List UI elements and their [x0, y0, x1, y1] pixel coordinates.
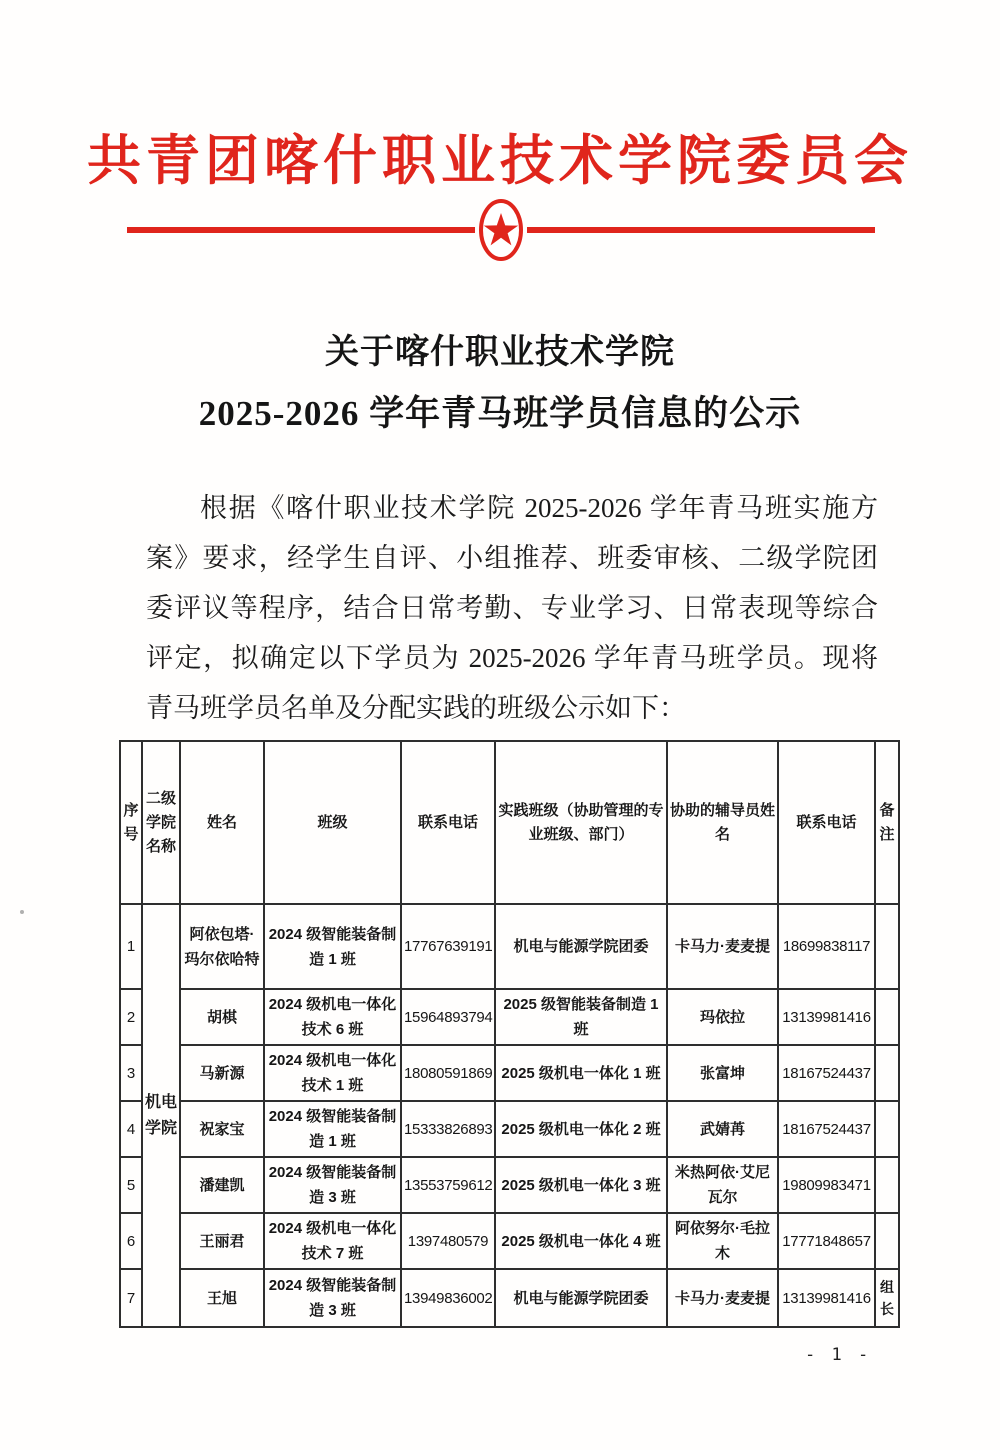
- body-line: 评定，拟确定以下学员为 2025-2026 学年青马班学员。现将: [146, 643, 878, 673]
- cell-counselor-phone: 17771848657: [778, 1213, 875, 1269]
- cell-serial: 6: [120, 1213, 142, 1269]
- body-line: 案》要求，经学生自评、小组推荐、班委审核、二级学院团: [146, 543, 878, 573]
- cell-phone: 1397480579: [401, 1213, 495, 1269]
- table-row: [120, 1269, 899, 1327]
- cell-practice-class: 机电与能源学院团委: [495, 1269, 667, 1327]
- cell-class: 2024 级智能装备制造 3 班: [264, 1157, 401, 1213]
- col-header-counselor-phone: 联系电话: [778, 741, 875, 904]
- cell-name: 马新源: [180, 1045, 264, 1101]
- body-line: 青马班学员名单及分配实践的班级公示如下：: [146, 693, 686, 723]
- col-header-serial: 序号: [120, 741, 142, 904]
- body-line: 根据《喀什职业技术学院 2025-2026 学年青马班实施方: [200, 493, 878, 523]
- cell-serial: 2: [120, 989, 142, 1045]
- cell-counselor-name: 张富坤: [667, 1045, 778, 1101]
- cell-note: [875, 1045, 899, 1101]
- star-emblem-icon: [478, 198, 524, 262]
- col-header-phone: 联系电话: [401, 741, 495, 904]
- cell-serial: 1: [120, 904, 142, 989]
- body-line: 委评议等程序，结合日常考勤、专业学习、日常表现等综合: [146, 593, 878, 623]
- cell-note: 组长: [875, 1269, 899, 1327]
- col-header-name: 姓名: [180, 741, 264, 904]
- cell-counselor-name: 米热阿依·艾尼瓦尔: [667, 1157, 778, 1213]
- cell-practice-class: 2025 级智能装备制造 1 班: [495, 989, 667, 1045]
- cell-name: 胡棋: [180, 989, 264, 1045]
- cell-note: [875, 1157, 899, 1213]
- student-table: [119, 740, 900, 1328]
- cell-note: [875, 904, 899, 989]
- col-header-counselor-name: 协助的辅导员姓名: [667, 741, 778, 904]
- cell-class: 2024 级智能装备制造 1 班: [264, 1101, 401, 1157]
- body-paragraph: [146, 483, 878, 733]
- col-header-note: 备注: [875, 741, 899, 904]
- cell-practice-class: 2025 级机电一体化 2 班: [495, 1101, 667, 1157]
- table-header-row: [120, 741, 899, 904]
- col-header-college: 二级学院名称: [142, 741, 180, 904]
- cell-serial: 7: [120, 1269, 142, 1327]
- cell-phone: 13553759612: [401, 1157, 495, 1213]
- table-row: [120, 1045, 899, 1101]
- cell-counselor-phone: 18699838117: [778, 904, 875, 989]
- cell-name: 祝家宝: [180, 1101, 264, 1157]
- divider-line-right: [527, 227, 875, 233]
- cell-counselor-phone: 13139981416: [778, 1269, 875, 1327]
- cell-counselor-name: 卡马力·麦麦提: [667, 1269, 778, 1327]
- cell-class: 2024 级机电一体化技术 6 班: [264, 989, 401, 1045]
- doc-title-line2: 2025-2026 学年青马班学员信息的公示: [198, 394, 802, 433]
- cell-phone: 15333826893: [401, 1101, 495, 1157]
- cell-class: 2024 级智能装备制造 3 班: [264, 1269, 401, 1327]
- cell-note: [875, 1101, 899, 1157]
- cell-name: 王旭: [180, 1269, 264, 1327]
- cell-name: 阿依包塔·玛尔依哈特: [180, 904, 264, 989]
- cell-class: 2024 级机电一体化技术 7 班: [264, 1213, 401, 1269]
- cell-practice-class: 2025 级机电一体化 1 班: [495, 1045, 667, 1101]
- cell-class: 2024 级机电一体化技术 1 班: [264, 1045, 401, 1101]
- table-row: [120, 1101, 899, 1157]
- cell-college: 机电学院: [142, 904, 180, 1327]
- cell-serial: 5: [120, 1157, 142, 1213]
- table-row: [120, 1213, 899, 1269]
- cell-note: [875, 989, 899, 1045]
- cell-practice-class: 2025 级机电一体化 3 班: [495, 1157, 667, 1213]
- cell-serial: 4: [120, 1101, 142, 1157]
- doc-title-line1: 关于喀什职业技术学院: [325, 334, 675, 371]
- cell-counselor-phone: 18167524437: [778, 1045, 875, 1101]
- table-row: [120, 904, 899, 989]
- cell-counselor-name: 玛依拉: [667, 989, 778, 1045]
- cell-phone: 18080591869: [401, 1045, 495, 1101]
- cell-counselor-name: 阿依努尔·毛拉木: [667, 1213, 778, 1269]
- cell-counselor-phone: 19809983471: [778, 1157, 875, 1213]
- red-divider: [127, 197, 875, 263]
- table-row: [120, 1157, 899, 1213]
- cell-counselor-phone: 13139981416: [778, 989, 875, 1045]
- cell-practice-class: 机电与能源学院团委: [495, 904, 667, 989]
- divider-line-left: [127, 227, 475, 233]
- cell-name: 王丽君: [180, 1213, 264, 1269]
- cell-class: 2024 级智能装备制造 1 班: [264, 904, 401, 989]
- col-header-class: 班级: [264, 741, 401, 904]
- cell-note: [875, 1213, 899, 1269]
- cell-counselor-name: 卡马力·麦麦提: [667, 904, 778, 989]
- cell-counselor-phone: 18167524437: [778, 1101, 875, 1157]
- cell-practice-class: 2025 级机电一体化 4 班: [495, 1213, 667, 1269]
- org-title: 共青团喀什职业技术学院委员会: [87, 131, 913, 191]
- page-number: - 1 -: [805, 1345, 872, 1365]
- cell-counselor-name: 武婧苒: [667, 1101, 778, 1157]
- cell-name: 潘建凯: [180, 1157, 264, 1213]
- cell-phone: 15964893794: [401, 989, 495, 1045]
- table-row: [120, 989, 899, 1045]
- cell-phone: 17767639191: [401, 904, 495, 989]
- col-header-practice-class: 实践班级（协助管理的专业班级、部门）: [495, 741, 667, 904]
- cell-phone: 13949836002: [401, 1269, 495, 1327]
- cell-serial: 3: [120, 1045, 142, 1101]
- scan-artifact-dot: [20, 910, 24, 914]
